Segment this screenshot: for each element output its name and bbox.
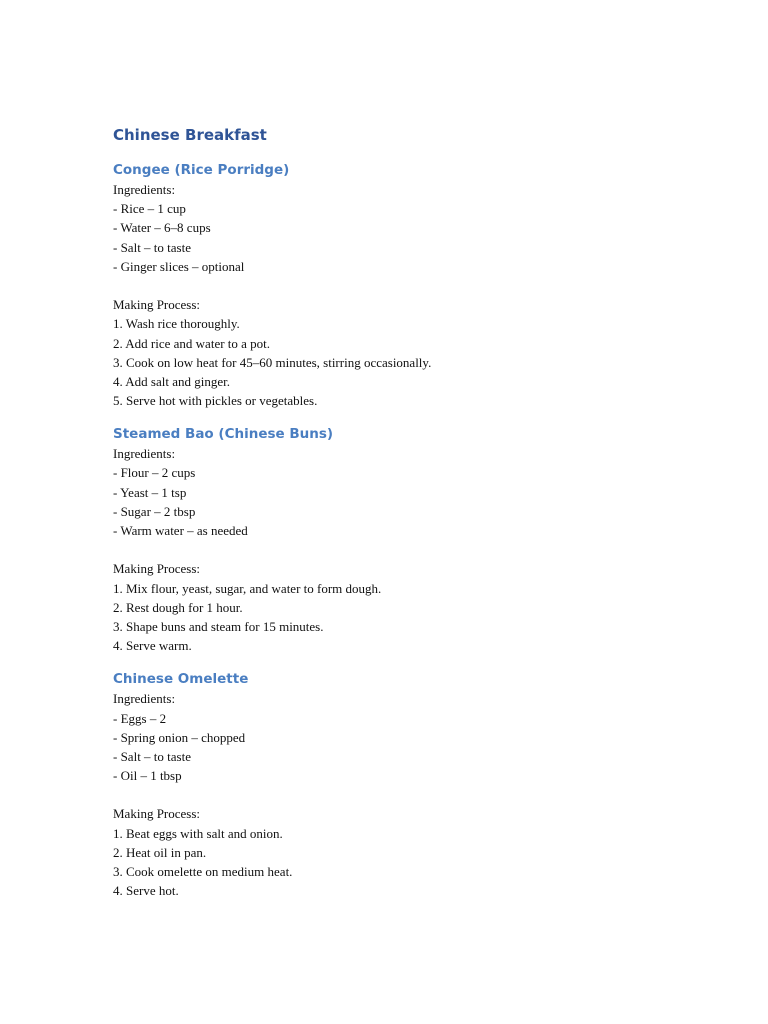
recipe-steamed-bao [113, 424, 713, 655]
recipe-title: Steamed Bao (Chinese Buns) [113, 426, 334, 443]
ingredient-item: - Oil – 1 tbsp [113, 768, 182, 784]
ingredient-item: - Warm water – as needed [113, 523, 248, 538]
ingredient-item: - Yeast – 1 tsp [113, 484, 187, 500]
step-item: 3. Cook omelette on medium heat. [113, 864, 293, 879]
step-item: 5. Serve hot with pickles or vegetables. [113, 393, 318, 409]
ingredient-item: - Salt – to taste [113, 748, 191, 764]
step-item: 2. Heat oil in pan. [113, 844, 207, 860]
ingredient-item: - Eggs – 2 [113, 710, 167, 726]
step-item: 4. Serve warm. [113, 638, 192, 654]
recipe-title: Chinese Omelette [113, 671, 249, 688]
step-item: 2. Add rice and water to a pot. [113, 335, 271, 351]
ingredient-item: - Sugar – 2 tbsp [113, 503, 196, 519]
ingredients-list [113, 199, 713, 276]
steps-list [113, 579, 713, 656]
ingredients-list [113, 463, 713, 540]
document-title: Chinese Breakfast [113, 126, 267, 144]
ingredient-item: - Ginger slices – optional [113, 258, 245, 274]
recipe-congee [113, 160, 713, 410]
recipe-chinese-omelette [113, 669, 713, 900]
steps-list [113, 824, 713, 901]
step-item: 1. Mix flour, yeast, sugar, and water to form dough. [113, 580, 382, 596]
ingredient-item: - Salt – to taste [113, 239, 191, 255]
ingredient-item: - Flour – 2 cups [113, 465, 196, 481]
ingredients-list [113, 709, 713, 786]
step-item: 3. Cook on low heat for 45–60 minutes, stirring occasionally. [113, 354, 432, 370]
step-item: 2. Rest dough for 1 hour. [113, 599, 243, 615]
ingredients-label: Ingredients: [113, 182, 176, 197]
step-item: 4. Add salt and ginger. [113, 373, 230, 389]
process-label: Making Process: [113, 806, 201, 822]
step-item: 1. Beat eggs with salt and onion. [113, 825, 283, 841]
ingredients-label: Ingredients: [113, 446, 176, 462]
step-item: 1. Wash rice thoroughly. [113, 316, 240, 332]
step-item: 3. Shape buns and steam for 15 minutes. [113, 618, 324, 634]
step-item: 4. Serve hot. [113, 883, 179, 899]
steps-list [113, 314, 713, 410]
ingredient-item: - Rice – 1 cup [113, 201, 186, 217]
ingredient-item: - Water – 6–8 cups [113, 220, 211, 236]
process-label: Making Process: [113, 561, 201, 577]
ingredient-item: - Spring onion – chopped [113, 729, 246, 745]
document-page [113, 124, 713, 900]
ingredients-label: Ingredients: [113, 691, 176, 707]
process-label: Making Process: [113, 297, 201, 313]
recipe-title: Congee (Rice Porridge) [113, 162, 290, 178]
